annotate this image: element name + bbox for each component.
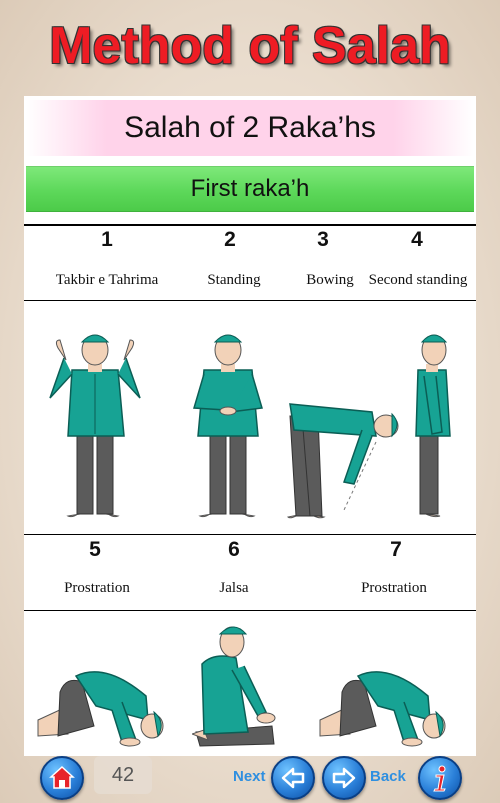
next-label[interactable]: Next [233, 768, 266, 785]
home-icon [42, 758, 82, 798]
app-title: Method of Salah [49, 17, 451, 75]
section-header: First raka’h [26, 166, 474, 212]
back-button[interactable] [322, 756, 366, 800]
figure-takbir-icon [38, 318, 158, 528]
info-button[interactable] [418, 756, 462, 800]
step-number-2: 2 [224, 228, 236, 251]
step-label-6: Jalsa [219, 580, 249, 596]
back-label[interactable]: Back [370, 768, 406, 785]
step-number-3: 3 [317, 228, 329, 251]
figure-bowing-icon [284, 386, 404, 526]
arrow-right-icon [324, 758, 364, 798]
step-label-5: Prostration [64, 580, 130, 596]
figure-prostration-icon [36, 656, 166, 752]
step-number-4: 4 [411, 228, 423, 251]
step-label-3: Bowing [306, 272, 354, 288]
divider [24, 610, 476, 611]
divider [24, 534, 476, 535]
step-label-4: Second standing [368, 272, 468, 288]
step-number-5: 5 [89, 538, 101, 561]
arrow-left-icon [273, 758, 313, 798]
page-number: 42 [94, 756, 152, 794]
step-label-2: Standing [207, 272, 261, 288]
next-button[interactable] [271, 756, 315, 800]
figure-prostration-2-icon [318, 656, 448, 752]
figure-jalsa-icon [192, 622, 282, 752]
step-number-1: 1 [101, 228, 113, 251]
step-number-7: 7 [390, 538, 402, 561]
home-button[interactable] [40, 756, 84, 800]
content-card [24, 96, 476, 756]
lesson-title-banner: Salah of 2 Raka’hs [26, 100, 474, 156]
step-label-7: Prostration [361, 580, 427, 596]
info-icon [420, 758, 460, 798]
divider [24, 224, 476, 226]
divider [24, 300, 476, 301]
step-number-6: 6 [228, 538, 240, 561]
figure-standing-icon [182, 318, 282, 528]
figure-second-standing-icon [402, 318, 472, 528]
step-label-1: Takbir e Tahrima [55, 272, 159, 288]
